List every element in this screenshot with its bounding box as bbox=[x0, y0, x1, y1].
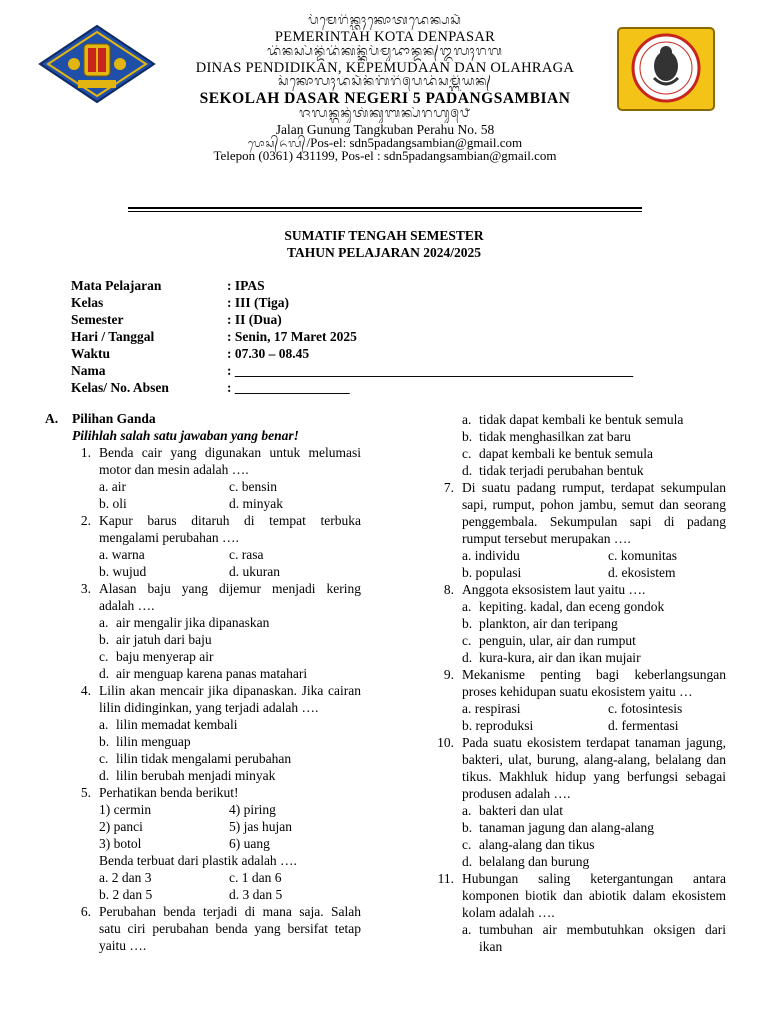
option[interactable]: d. ukuran bbox=[229, 564, 280, 579]
option-letter: b. bbox=[462, 616, 473, 631]
question-text: Perhatikan benda berikut! bbox=[99, 785, 239, 800]
info-label: Semester bbox=[71, 312, 124, 327]
balinese-script-line: ᬤᬶᬦᬲ᭄ᬧᭂᬦ᭄ᬤᬶᬤᬶᬓᬦ᭄ᬓᭂᬧᭂᬫᬸᬤᬵᬦ᭄ᬤᬦ᭄ᬑᬮᬄᬭᬕ bbox=[267, 44, 503, 59]
option-row bbox=[45, 478, 361, 495]
option-letter: a. bbox=[462, 803, 472, 818]
info-value: : III (Tiga) bbox=[227, 295, 290, 310]
option[interactable] bbox=[45, 648, 361, 665]
option[interactable] bbox=[431, 649, 726, 666]
list-item: 2) panci bbox=[99, 819, 143, 834]
class-number-field[interactable]: : _________________ bbox=[227, 380, 350, 395]
question-text: Anggota eksosistem laut yaitu …. bbox=[462, 582, 646, 597]
option[interactable]: c. komunitas bbox=[608, 548, 677, 563]
option-letter: a. bbox=[99, 615, 109, 630]
question bbox=[431, 666, 726, 700]
option-letter: b. bbox=[99, 632, 110, 647]
option-letter: c. bbox=[462, 446, 472, 461]
option-row bbox=[45, 886, 361, 903]
question-text: Di suatu padang rumput, terdapat sekumpulan sapi, rumput, pohon jambu, semut dan seorang penggembala. Sekumpulan sapi di padang rumput tersebut merupakan …. bbox=[462, 480, 726, 546]
option[interactable] bbox=[45, 665, 361, 682]
option[interactable] bbox=[45, 614, 361, 631]
option-letter: c. bbox=[462, 633, 472, 648]
question bbox=[45, 444, 361, 478]
option-row bbox=[45, 869, 361, 886]
section-letter: A. bbox=[45, 411, 59, 426]
question-number: 2. bbox=[80, 513, 91, 528]
info-label: Nama bbox=[71, 363, 106, 378]
question-number: 11. bbox=[437, 871, 454, 886]
option-letter: c. bbox=[462, 837, 472, 852]
option-letter: a. bbox=[99, 717, 109, 732]
email-line: ᬧᭀᬲ᭄ᬏᬮ᭄/Pos-el: sdn5padangsambian@gmail.com bbox=[247, 135, 523, 150]
option[interactable] bbox=[431, 853, 726, 870]
option[interactable]: a. 2 dan 3 bbox=[99, 870, 152, 885]
option-text: tidak menghasilkan zat baru bbox=[479, 429, 631, 444]
school-name: SEKOLAH DASAR NEGERI 5 PADANGSAMBIAN bbox=[199, 90, 571, 107]
info-value: : IPAS bbox=[227, 278, 265, 293]
option-letter: a. bbox=[462, 922, 472, 937]
balinese-script-line: ᬲᭂᬓᭀᬮᬄᬤᬲᬃᬦᭂᬕᭂᬭᬶ᭕ᬧᬤᬂᬲᬫ᭄ᬩᬶᬬᬦ᭄ bbox=[278, 75, 492, 89]
option[interactable] bbox=[431, 411, 726, 428]
option-text: air jatuh dari baju bbox=[116, 632, 212, 647]
question-number: 5. bbox=[80, 785, 91, 800]
option-text: air menguap karena panas matahari bbox=[116, 666, 308, 681]
option[interactable] bbox=[45, 767, 361, 784]
info-label: Mata Pelajaran bbox=[71, 278, 162, 293]
option-text: tidak dapat kembali ke bentuk semula bbox=[479, 412, 684, 427]
option[interactable]: a. air bbox=[99, 479, 126, 494]
list-item: 4) piring bbox=[229, 802, 276, 817]
question-number: 6. bbox=[80, 904, 91, 919]
option-row bbox=[431, 547, 726, 564]
question bbox=[45, 784, 361, 801]
department-name: DINAS PENDIDIKAN, KEPEMUDAAN DAN OLAHRAGA bbox=[195, 59, 575, 76]
info-label: Hari / Tanggal bbox=[71, 329, 155, 344]
option-letter: d. bbox=[462, 650, 473, 665]
option[interactable]: a. individu bbox=[462, 548, 520, 563]
option[interactable] bbox=[431, 428, 726, 445]
option-text: tumbuhan air membutuhkan oksigen dari ikan bbox=[479, 922, 726, 954]
option-row bbox=[431, 564, 726, 581]
option[interactable] bbox=[45, 750, 361, 767]
balinese-script-line: ᬧᭂᬫᬾᬭᬶᬦ᭄ᬢᬄᬓᭀᬢᬤᬾᬦ᭄ᬧᬲᬃ bbox=[308, 14, 462, 28]
question-text: Hubungan saling ketergantungan antara komponen biotik dan abiotik dalam ekosistem kolam adalah …. bbox=[462, 871, 726, 920]
option[interactable]: d. minyak bbox=[229, 496, 283, 511]
option[interactable]: b. populasi bbox=[462, 565, 522, 580]
option[interactable] bbox=[431, 802, 726, 819]
item-row bbox=[45, 801, 361, 818]
school-address: Jalan Gunung Tangkuban Perahu No. 58 bbox=[275, 121, 495, 137]
option[interactable]: d. ekosistem bbox=[608, 565, 676, 580]
list-item: 1) cermin bbox=[99, 802, 152, 817]
option[interactable] bbox=[45, 733, 361, 750]
question bbox=[431, 581, 726, 598]
letterhead-rule-thin bbox=[128, 211, 642, 212]
option-text: bakteri dan ulat bbox=[479, 803, 563, 818]
option[interactable]: c. bensin bbox=[229, 479, 277, 494]
info-label: Waktu bbox=[71, 346, 111, 361]
info-label: Kelas/ No. Absen bbox=[71, 380, 169, 395]
option-text: lilin tidak mengalami perubahan bbox=[116, 751, 292, 766]
option-text: tanaman jagung dan alang-alang bbox=[479, 820, 655, 835]
question-prompt: Benda terbuat dari plastik adalah …. bbox=[99, 853, 297, 868]
question-text: Perubahan benda terjadi di mana saja. Salah satu ciri perubahan benda yang bersifat tetap yaitu …. bbox=[99, 904, 361, 953]
option-text: kepiting. kadal, dan eceng gondok bbox=[479, 599, 665, 614]
option-row bbox=[431, 700, 726, 717]
option[interactable]: b. 2 dan 5 bbox=[99, 887, 153, 902]
option-text: kura-kura, air dan ikan mujair bbox=[479, 650, 641, 665]
option-letter: d. bbox=[99, 666, 110, 681]
list-item: 5) jas hujan bbox=[229, 819, 292, 834]
option[interactable]: a. warna bbox=[99, 547, 145, 562]
option-text: lilin menguap bbox=[116, 734, 191, 749]
letterhead bbox=[130, 14, 640, 162]
option-text: lilin memadat kembali bbox=[116, 717, 238, 732]
balinese-script-line: ᬚᬮᬦ᭄ᬕᬸᬦᬸᬂᬢᬂᬓᬸᬩᬦ᭄ᬧᭂᬭᬳᬸ᭕᭘ bbox=[299, 106, 471, 121]
option-text: plankton, air dan teripang bbox=[479, 616, 618, 631]
question bbox=[45, 903, 361, 954]
option-text: lilin berubah menjadi minyak bbox=[116, 768, 276, 783]
question-text: Lilin akan mencair jika dipanaskan. Jika cairan lilin didinginkan, yang terjadi adalah …. bbox=[99, 683, 361, 715]
item-row bbox=[45, 818, 361, 835]
option-letter: a. bbox=[462, 599, 472, 614]
option[interactable] bbox=[431, 836, 726, 853]
letterhead-rule bbox=[128, 207, 642, 209]
item-row bbox=[45, 835, 361, 852]
option-text: alang-alang dan tikus bbox=[479, 837, 595, 852]
question-text: Pada suatu ekosistem terdapat tanaman jagung, bakteri, ulat, burung, alang-alang, belalang dan tikus. Makhluk hidup yang berfungsi sebagai produsen adalah …. bbox=[462, 735, 726, 801]
exam-title: SUMATIF TENGAH SEMESTER bbox=[284, 228, 484, 243]
option[interactable] bbox=[431, 615, 726, 632]
option-letter: c. bbox=[99, 751, 109, 766]
info-value: : II (Dua) bbox=[227, 312, 282, 327]
info-label: Kelas bbox=[71, 295, 104, 310]
option-text: baju menyerap air bbox=[116, 649, 214, 664]
questions-right-column bbox=[431, 411, 726, 955]
option-letter: d. bbox=[462, 854, 473, 869]
section-heading bbox=[45, 410, 361, 427]
option-letter: d. bbox=[99, 768, 110, 783]
question-text: Alasan baju yang dijemur menjadi kering adalah …. bbox=[99, 581, 361, 613]
option-text: penguin, ular, air dan rumput bbox=[479, 633, 636, 648]
question-number: 8. bbox=[443, 582, 454, 597]
option[interactable] bbox=[45, 716, 361, 733]
section-instruction: Pilihlah salah satu jawaban yang benar! bbox=[72, 428, 299, 443]
academic-year: TAHUN PELAJARAN 2024/2025 bbox=[286, 245, 481, 260]
section-title: Pilihan Ganda bbox=[72, 411, 156, 426]
list-item: 6) uang bbox=[229, 836, 270, 851]
option[interactable]: c. rasa bbox=[229, 547, 264, 562]
question-number: 9. bbox=[443, 667, 454, 682]
option-letter: d. bbox=[462, 463, 473, 478]
option[interactable] bbox=[431, 445, 726, 462]
questions-left-column bbox=[45, 410, 361, 954]
email-text: Pos-el: sdn5padangsambian@gmail.com bbox=[310, 135, 523, 150]
name-field[interactable]: : ___________________________________________________________ bbox=[227, 363, 634, 378]
government-name: PEMERINTAH KOTA DENPASAR bbox=[274, 29, 496, 45]
option[interactable]: c. fotosintesis bbox=[608, 701, 683, 716]
info-value: : 07.30 – 08.45 bbox=[227, 346, 310, 361]
question bbox=[45, 512, 361, 546]
option-row bbox=[45, 563, 361, 580]
option-letter: b. bbox=[462, 820, 473, 835]
phone-line: Telepon (0361) 431199, Pos-el : sdn5padangsambian@gmail.com bbox=[213, 148, 557, 163]
question bbox=[431, 870, 726, 921]
option[interactable]: b. wujud bbox=[99, 564, 147, 579]
question-number: 10. bbox=[437, 735, 454, 750]
option-letter: a. bbox=[462, 412, 472, 427]
question bbox=[431, 734, 726, 802]
option-text: dapat kembali ke bentuk semula bbox=[479, 446, 653, 461]
option[interactable] bbox=[45, 631, 361, 648]
list-item: 3) botol bbox=[99, 836, 142, 851]
question bbox=[45, 580, 361, 614]
option-letter: c. bbox=[99, 649, 109, 664]
option-text: tidak terjadi perubahan bentuk bbox=[479, 463, 644, 478]
question-number: 7. bbox=[443, 480, 454, 495]
option[interactable] bbox=[431, 598, 726, 615]
option[interactable]: a. respirasi bbox=[462, 701, 521, 716]
option[interactable] bbox=[431, 819, 726, 836]
option[interactable] bbox=[431, 921, 726, 955]
question-text: Mekanisme penting bagi keberlangsungan proses kehidupan suatu ekosistem yaitu … bbox=[462, 667, 726, 699]
option-row bbox=[45, 546, 361, 563]
question-number: 4. bbox=[80, 683, 91, 698]
option-letter: b. bbox=[462, 429, 473, 444]
info-value: : Senin, 17 Maret 2025 bbox=[227, 329, 357, 344]
balinese-script-line: ᬧᭀᬲ᭄ᬏᬮ᭄ bbox=[247, 137, 307, 150]
question-number: 1. bbox=[80, 445, 91, 460]
option[interactable]: c. 1 dan 6 bbox=[229, 870, 282, 885]
option-row bbox=[431, 717, 726, 734]
option[interactable]: b. reproduksi bbox=[462, 718, 534, 733]
option[interactable]: d. fermentasi bbox=[608, 718, 679, 733]
question-text: Kapur barus ditaruh di tempat terbuka mengalami perubahan …. bbox=[99, 513, 361, 545]
option[interactable]: b. oli bbox=[99, 496, 127, 511]
option[interactable]: d. 3 dan 5 bbox=[229, 887, 283, 902]
option[interactable] bbox=[431, 462, 726, 479]
question-number: 3. bbox=[80, 581, 91, 596]
option[interactable] bbox=[431, 632, 726, 649]
option-text: belalang dan burung bbox=[479, 854, 590, 869]
option-text: air mengalir jika dipanaskan bbox=[116, 615, 270, 630]
option-letter: b. bbox=[99, 734, 110, 749]
question bbox=[45, 682, 361, 716]
question bbox=[431, 479, 726, 547]
option-row bbox=[45, 495, 361, 512]
question-text: Benda cair yang digunakan untuk melumasi motor dan mesin adalah …. bbox=[99, 445, 361, 477]
